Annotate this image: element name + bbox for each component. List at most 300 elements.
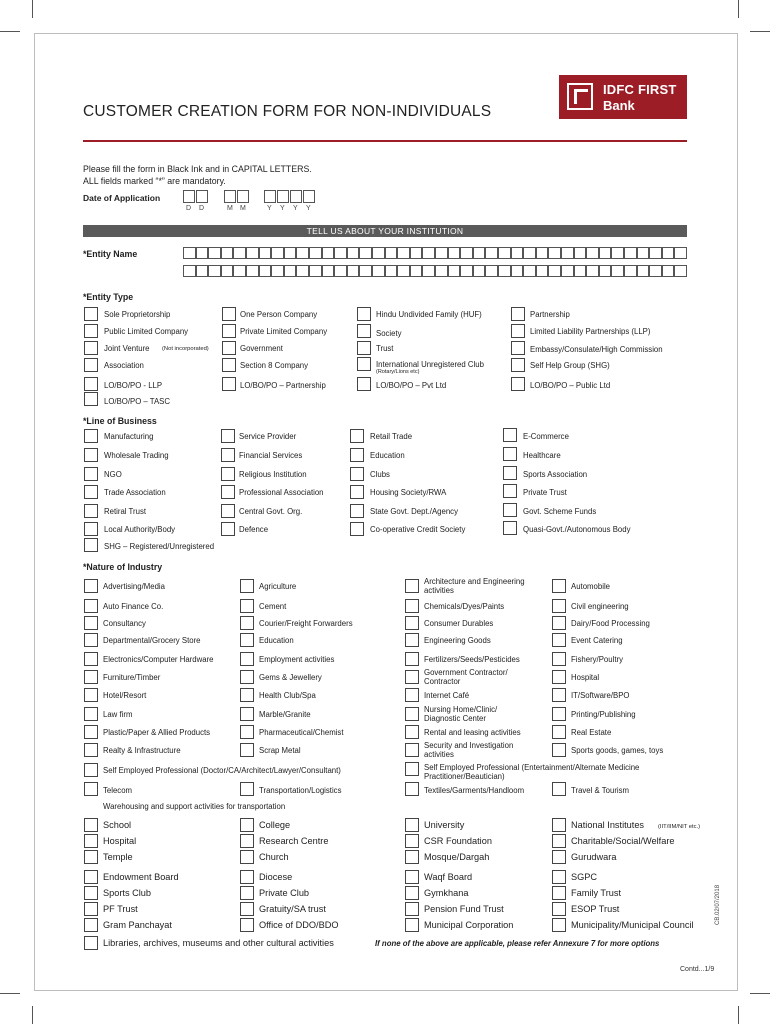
line-of-business-checkbox[interactable]	[84, 522, 98, 536]
entity-name-char-box[interactable]	[662, 247, 675, 259]
nature-of-industry-option-label: Advertising/Media	[103, 582, 165, 591]
institution-option-label: Church	[259, 852, 289, 862]
nature-of-industry-checkbox[interactable]	[240, 743, 254, 757]
institution-checkbox[interactable]	[405, 886, 419, 900]
entity-name-char-box[interactable]	[649, 247, 662, 259]
entity-name-char-box[interactable]	[548, 247, 561, 259]
entity-name-char-box[interactable]	[259, 247, 272, 259]
entity-name-char-box[interactable]	[611, 265, 624, 277]
crop-mark	[0, 993, 20, 994]
nature-of-industry-option-label: Consumer Durables	[424, 619, 494, 628]
line-of-business-checkbox[interactable]	[503, 521, 517, 535]
entity-type-checkbox[interactable]	[357, 377, 371, 391]
nature-of-industry-option-label: Nursing Home/Clinic/ Diagnostic Center	[424, 705, 498, 723]
title-divider	[83, 140, 687, 142]
date-digit-placeholder: D	[199, 205, 205, 212]
crop-mark	[32, 1006, 33, 1024]
joint-venture-note: (Not incorporated)	[162, 346, 209, 352]
line-of-business-checkbox[interactable]	[503, 447, 517, 461]
entity-name-char-box[interactable]	[511, 247, 524, 259]
institution-option-label: Gymkhana	[424, 888, 469, 898]
entity-name-char-box[interactable]	[574, 265, 587, 277]
entity-name-char-box[interactable]	[359, 247, 372, 259]
nature-of-industry-checkbox[interactable]	[405, 743, 419, 757]
page-footer: Contd...1/9	[680, 966, 715, 973]
nature-of-industry-checkbox[interactable]	[405, 670, 419, 684]
entity-name-char-box[interactable]	[637, 265, 650, 277]
entity-name-char-box[interactable]	[246, 265, 259, 277]
institution-checkbox[interactable]	[405, 818, 419, 832]
entity-name-char-box[interactable]	[599, 247, 612, 259]
nature-of-industry-checkbox[interactable]	[240, 633, 254, 647]
line-of-business-option-label: Manufacturing	[104, 432, 154, 441]
date-digit-box[interactable]	[303, 190, 315, 203]
entity-type-checkbox[interactable]	[222, 341, 236, 355]
institution-checkbox[interactable]	[84, 886, 98, 900]
entity-type-checkbox[interactable]	[511, 377, 525, 391]
nature-of-industry-checkbox[interactable]	[552, 707, 566, 721]
entity-name-char-box[interactable]	[422, 265, 435, 277]
entity-name-char-box[interactable]	[410, 247, 423, 259]
entity-type-option-label: Joint Venture	[104, 344, 150, 353]
entity-type-checkbox[interactable]	[357, 324, 371, 338]
nature-of-industry-checkbox[interactable]	[552, 579, 566, 593]
entity-name-char-box[interactable]	[511, 265, 524, 277]
entity-type-checkbox[interactable]	[84, 324, 98, 338]
institution-checkbox[interactable]	[552, 902, 566, 916]
institution-checkbox[interactable]	[240, 834, 254, 848]
nature-of-industry-checkbox[interactable]	[552, 616, 566, 630]
nature-of-industry-checkbox[interactable]	[405, 707, 419, 721]
institution-checkbox[interactable]	[84, 870, 98, 884]
crop-mark	[738, 0, 739, 18]
line-of-business-checkbox[interactable]	[350, 429, 364, 443]
nature-of-industry-checkbox[interactable]	[84, 579, 98, 593]
line-of-business-checkbox[interactable]	[84, 504, 98, 518]
entity-name-char-box[interactable]	[284, 247, 297, 259]
line-of-business-option-label: SHG – Registered/Unregistered	[104, 542, 215, 551]
nature-of-industry-option-label: Marble/Granite	[259, 710, 311, 719]
instruction-line2: ALL fields marked “*” are mandatory.	[83, 176, 226, 186]
line-of-business-checkbox[interactable]	[350, 467, 364, 481]
line-of-business-option-label: Professional Association	[239, 488, 324, 497]
line-of-business-label: *Line of Business	[83, 416, 157, 426]
institution-checkbox[interactable]	[240, 850, 254, 864]
institution-option-label: Sports Club	[103, 888, 152, 898]
date-digit-placeholder: M	[227, 205, 233, 212]
nature-of-industry-checkbox[interactable]	[405, 762, 419, 776]
entity-name-char-box[interactable]	[460, 247, 473, 259]
entity-name-char-box[interactable]	[448, 247, 461, 259]
entity-name-char-box[interactable]	[385, 265, 398, 277]
nature-of-industry-option-label: Automobile	[571, 582, 611, 591]
entity-name-char-box[interactable]	[385, 247, 398, 259]
nature-of-industry-option-label: Event Catering	[571, 636, 623, 645]
nature-of-industry-checkbox[interactable]	[405, 633, 419, 647]
nature-of-industry-option-label: Health Club/Spa	[259, 691, 316, 700]
entity-type-checkbox[interactable]	[357, 341, 371, 355]
entity-name-char-box[interactable]	[221, 247, 234, 259]
entity-name-char-box[interactable]	[536, 265, 549, 277]
date-digit-placeholder: D	[186, 205, 192, 212]
entity-type-checkbox[interactable]	[84, 358, 98, 372]
date-digit-box[interactable]	[264, 190, 276, 203]
nature-of-industry-option-label: Dairy/Food Processing	[571, 619, 650, 628]
nature-of-industry-checkbox[interactable]	[84, 782, 98, 796]
nature-of-industry-option-label: Fishery/Poultry	[571, 655, 623, 664]
nature-of-industry-option-label: Textiles/Garments/Handloom	[424, 786, 525, 795]
line-of-business-option-label: Clubs	[370, 470, 390, 479]
institution-checkbox[interactable]	[552, 818, 566, 832]
entity-name-char-box[interactable]	[662, 265, 675, 277]
nature-of-industry-checkbox[interactable]	[552, 652, 566, 666]
entity-type-checkbox[interactable]	[222, 324, 236, 338]
entity-name-label: *Entity Name	[83, 249, 138, 259]
institution-checkbox[interactable]	[84, 902, 98, 916]
entity-type-checkbox[interactable]	[222, 307, 236, 321]
nature-of-industry-option-label: Security and Investigation activities	[424, 741, 514, 759]
entity-type-checkbox[interactable]	[511, 324, 525, 338]
institution-checkbox[interactable]	[240, 886, 254, 900]
entity-type-option-label: Embassy/Consulate/High Commission	[530, 345, 663, 354]
line-of-business-option-label: Defence	[239, 525, 269, 534]
entity-name-char-box[interactable]	[422, 247, 435, 259]
nature-of-industry-checkbox[interactable]	[84, 652, 98, 666]
entity-type-checkbox[interactable]	[222, 358, 236, 372]
entity-name-char-box[interactable]	[372, 265, 385, 277]
entity-type-option-label: Partnership	[530, 310, 570, 319]
nature-of-industry-option-label: Engineering Goods	[424, 636, 491, 645]
entity-name-char-box[interactable]	[637, 247, 650, 259]
nature-of-industry-checkbox[interactable]	[84, 688, 98, 702]
entity-name-char-box[interactable]	[498, 247, 511, 259]
nature-of-industry-checkbox[interactable]	[405, 579, 419, 593]
crop-mark	[0, 31, 20, 32]
line-of-business-checkbox[interactable]	[84, 429, 98, 443]
institution-checkbox[interactable]	[84, 936, 98, 950]
entity-type-option-label: Hindu Undivided Family (HUF)	[376, 310, 482, 319]
entity-name-char-box[interactable]	[208, 247, 221, 259]
entity-name-char-box[interactable]	[435, 265, 448, 277]
nature-of-industry-option-label: Electronics/Computer Hardware	[103, 655, 214, 664]
bank-logo	[559, 75, 687, 119]
entity-name-char-box[interactable]	[674, 247, 687, 259]
entity-type-option-label: International Unregistered Club	[376, 360, 484, 369]
entity-type-checkbox[interactable]	[84, 392, 98, 406]
nature-of-industry-checkbox[interactable]	[405, 688, 419, 702]
nature-of-industry-checkbox[interactable]	[240, 579, 254, 593]
institution-option-label: Gratuity/SA trust	[259, 904, 326, 914]
institution-option-label: Gurudwara	[571, 852, 617, 862]
institution-checkbox[interactable]	[84, 818, 98, 832]
line-of-business-checkbox[interactable]	[221, 467, 235, 481]
line-of-business-checkbox[interactable]	[503, 503, 517, 517]
nature-of-industry-option-label: IT/Software/BPO	[571, 691, 630, 700]
entity-type-option-label: Society	[376, 329, 402, 338]
entity-type-checkbox[interactable]	[84, 341, 98, 355]
entity-name-char-box[interactable]	[183, 265, 196, 277]
institution-checkbox[interactable]	[84, 918, 98, 932]
line-of-business-checkbox[interactable]	[503, 484, 517, 498]
institution-checkbox[interactable]	[405, 918, 419, 932]
nature-of-industry-checkbox[interactable]	[84, 599, 98, 613]
nature-of-industry-checkbox[interactable]	[405, 652, 419, 666]
entity-name-char-box[interactable]	[397, 247, 410, 259]
entity-name-char-box[interactable]	[334, 247, 347, 259]
entity-name-char-box[interactable]	[397, 265, 410, 277]
entity-type-option-label: Trust	[376, 344, 394, 353]
entity-name-char-box[interactable]	[460, 265, 473, 277]
institution-checkbox[interactable]	[240, 870, 254, 884]
date-digit-placeholder: Y	[293, 205, 298, 212]
institution-option-label: School	[103, 820, 132, 830]
entity-name-char-box[interactable]	[322, 247, 335, 259]
date-digit-box[interactable]	[290, 190, 302, 203]
institution-option-label: Municipality/Municipal Council	[571, 920, 694, 930]
institution-option-label: Municipal Corporation	[424, 920, 514, 930]
nature-of-industry-checkbox[interactable]	[240, 688, 254, 702]
institution-option-label: PF Trust	[103, 904, 138, 914]
entity-name-char-box[interactable]	[372, 247, 385, 259]
entity-name-char-box[interactable]	[561, 265, 574, 277]
entity-type-option-label: Private Limited Company	[240, 327, 328, 336]
institution-checkbox[interactable]	[552, 870, 566, 884]
entity-name-char-box[interactable]	[473, 247, 486, 259]
entity-name-char-box[interactable]	[271, 265, 284, 277]
nature-of-industry-checkbox[interactable]	[240, 670, 254, 684]
entity-name-char-box[interactable]	[233, 247, 246, 259]
entity-name-char-box[interactable]	[536, 247, 549, 259]
institution-checkbox[interactable]	[84, 834, 98, 848]
entity-name-char-box[interactable]	[586, 247, 599, 259]
line-of-business-checkbox[interactable]	[221, 504, 235, 518]
entity-name-char-box[interactable]	[674, 265, 687, 277]
nature-of-industry-checkbox[interactable]	[405, 725, 419, 739]
institution-checkbox[interactable]	[552, 850, 566, 864]
entity-name-char-box[interactable]	[649, 265, 662, 277]
nature-of-industry-checkbox[interactable]	[240, 599, 254, 613]
line-of-business-option-label: State Govt. Dept./Agency	[370, 507, 458, 516]
line-of-business-option-label: Financial Services	[239, 451, 303, 460]
nature-of-industry-checkbox[interactable]	[552, 633, 566, 647]
entity-name-char-box[interactable]	[271, 247, 284, 259]
nature-of-industry-checkbox[interactable]	[84, 763, 98, 777]
entity-type-checkbox[interactable]	[511, 307, 525, 321]
entity-name-char-box[interactable]	[611, 247, 624, 259]
nature-of-industry-checkbox[interactable]	[405, 599, 419, 613]
club-note: (Rotary/Lions etc)	[376, 369, 420, 375]
instruction-line1: Please fill the form in Black Ink and in CAPITAL LETTERS.	[83, 164, 312, 174]
date-digit-box[interactable]	[237, 190, 249, 203]
entity-name-char-box[interactable]	[624, 247, 637, 259]
line-of-business-checkbox[interactable]	[84, 485, 98, 499]
entity-name-char-box[interactable]	[183, 247, 196, 259]
institution-checkbox[interactable]	[240, 918, 254, 932]
entity-type-option-label: Government	[240, 344, 283, 353]
date-digit-box[interactable]	[277, 190, 289, 203]
entity-type-checkbox[interactable]	[222, 377, 236, 391]
nature-of-industry-checkbox[interactable]	[240, 782, 254, 796]
nature-of-industry-option-label: Fertilizers/Seeds/Pesticides	[424, 655, 520, 664]
institution-option-label: College	[259, 820, 291, 830]
nature-of-industry-label: *Nature of Industry	[83, 562, 163, 572]
institution-checkbox[interactable]	[552, 886, 566, 900]
institution-option-label: SGPC	[571, 872, 598, 882]
logo-line2: Bank	[603, 98, 635, 113]
entity-name-char-box[interactable]	[196, 265, 209, 277]
line-of-business-checkbox[interactable]	[221, 448, 235, 462]
entity-name-char-box[interactable]	[498, 265, 511, 277]
date-digit-box[interactable]	[224, 190, 236, 203]
line-of-business-checkbox[interactable]	[221, 522, 235, 536]
line-of-business-checkbox[interactable]	[350, 448, 364, 462]
line-of-business-checkbox[interactable]	[221, 429, 235, 443]
form-title: CUSTOMER CREATION FORM FOR NON-INDIVIDUALS	[83, 103, 492, 120]
entity-name-char-box[interactable]	[259, 265, 272, 277]
crop-mark	[738, 1006, 739, 1024]
institution-checkbox[interactable]	[405, 870, 419, 884]
crop-mark	[32, 0, 33, 18]
nature-of-industry-option-label: Courier/Freight Forwarders	[259, 619, 353, 628]
entity-name-char-box[interactable]	[246, 247, 259, 259]
entity-name-char-box[interactable]	[435, 247, 448, 259]
date-digit-box[interactable]	[196, 190, 208, 203]
institution-option-label: Endowment Board	[103, 872, 179, 882]
entity-name-char-box[interactable]	[233, 265, 246, 277]
nature-of-industry-checkbox[interactable]	[240, 616, 254, 630]
nature-of-industry-checkbox[interactable]	[552, 599, 566, 613]
national-institutes-note: (IIT/IIM/NIT etc.)	[658, 824, 701, 830]
entity-name-char-box[interactable]	[221, 265, 234, 277]
institution-option-label: Family Trust	[571, 888, 622, 898]
line-of-business-checkbox[interactable]	[84, 538, 98, 552]
institution-checkbox[interactable]	[405, 834, 419, 848]
entity-name-char-box[interactable]	[523, 265, 536, 277]
date-digit-placeholder: Y	[267, 205, 272, 212]
nature-of-industry-checkbox[interactable]	[552, 725, 566, 739]
nature-of-industry-checkbox[interactable]	[84, 616, 98, 630]
logo-icon	[567, 83, 593, 110]
nature-of-industry-checkbox[interactable]	[405, 782, 419, 796]
entity-name-char-box[interactable]	[561, 247, 574, 259]
entity-name-char-box[interactable]	[347, 247, 360, 259]
entity-name-char-box[interactable]	[548, 265, 561, 277]
date-digit-placeholder: Y	[280, 205, 285, 212]
entity-type-checkbox[interactable]	[84, 307, 98, 321]
institution-checkbox[interactable]	[552, 834, 566, 848]
nature-of-industry-option-label: Plastic/Paper & Allied Products	[103, 728, 211, 737]
nature-of-industry-option-label: Realty & Infrastructure	[103, 746, 181, 755]
nature-of-industry-checkbox[interactable]	[552, 743, 566, 757]
line-of-business-checkbox[interactable]	[84, 467, 98, 481]
nature-of-industry-checkbox[interactable]	[552, 688, 566, 702]
entity-name-char-box[interactable]	[473, 265, 486, 277]
line-of-business-checkbox[interactable]	[221, 485, 235, 499]
entity-name-char-box[interactable]	[309, 265, 322, 277]
institution-checkbox[interactable]	[240, 902, 254, 916]
entity-name-char-box[interactable]	[284, 265, 297, 277]
entity-name-char-box[interactable]	[586, 265, 599, 277]
institution-checkbox[interactable]	[552, 918, 566, 932]
date-digit-placeholder: Y	[306, 205, 311, 212]
nature-of-industry-option-label: Auto Finance Co.	[103, 602, 164, 611]
nature-of-industry-checkbox[interactable]	[84, 725, 98, 739]
nature-of-industry-option-label: Furniture/Timber	[103, 673, 161, 682]
nature-of-industry-checkbox[interactable]	[405, 616, 419, 630]
entity-name-char-box[interactable]	[523, 247, 536, 259]
nature-of-industry-option-label: Travel & Tourism	[571, 786, 630, 795]
institution-checkbox[interactable]	[405, 850, 419, 864]
entity-name-char-box[interactable]	[485, 247, 498, 259]
entity-type-option-label: One Person Company	[240, 310, 318, 319]
nature-of-industry-checkbox[interactable]	[240, 707, 254, 721]
entity-type-checkbox[interactable]	[357, 357, 371, 371]
nature-of-industry-checkbox[interactable]	[84, 633, 98, 647]
entity-name-char-box[interactable]	[359, 265, 372, 277]
entity-name-char-box[interactable]	[347, 265, 360, 277]
institution-option-label: Libraries, archives, museums and other cultural activities	[103, 938, 334, 948]
nature-of-industry-checkbox[interactable]	[240, 652, 254, 666]
entity-name-char-box[interactable]	[574, 247, 587, 259]
entity-name-char-box[interactable]	[485, 265, 498, 277]
institution-checkbox[interactable]	[240, 818, 254, 832]
nature-of-industry-checkbox[interactable]	[84, 707, 98, 721]
entity-name-char-box[interactable]	[410, 265, 423, 277]
nature-of-industry-checkbox[interactable]	[84, 743, 98, 757]
entity-name-char-box[interactable]	[334, 265, 347, 277]
institution-checkbox[interactable]	[84, 850, 98, 864]
nature-of-industry-checkbox[interactable]	[84, 670, 98, 684]
entity-type-option-label: LO/BO/PO - LLP	[104, 381, 163, 390]
line-of-business-checkbox[interactable]	[84, 448, 98, 462]
date-digit-box[interactable]	[183, 190, 195, 203]
entity-type-checkbox[interactable]	[84, 377, 98, 391]
line-of-business-checkbox[interactable]	[350, 522, 364, 536]
version-code: CB.02/07/2018	[715, 884, 721, 925]
line-of-business-checkbox[interactable]	[503, 466, 517, 480]
nature-of-industry-checkbox[interactable]	[552, 670, 566, 684]
institution-option-label: Office of DDO/BDO	[259, 920, 339, 930]
entity-name-char-box[interactable]	[599, 265, 612, 277]
institution-option-label: University	[424, 820, 465, 830]
entity-name-char-box[interactable]	[624, 265, 637, 277]
institution-checkbox[interactable]	[405, 902, 419, 916]
entity-type-option-label: LO/BO/PO – Partnership	[240, 381, 326, 390]
line-of-business-option-label: Retail Trade	[370, 432, 413, 441]
nature-of-industry-option-label: Internet Café	[424, 691, 470, 700]
nature-of-industry-checkbox[interactable]	[240, 725, 254, 739]
entity-name-char-box[interactable]	[296, 247, 309, 259]
institution-option-label: Mosque/Dargah	[424, 852, 490, 862]
entity-name-char-box[interactable]	[208, 265, 221, 277]
entity-name-char-box[interactable]	[322, 265, 335, 277]
entity-name-char-box[interactable]	[296, 265, 309, 277]
nature-of-industry-option-label: Sports goods, games, toys	[571, 746, 664, 755]
crop-mark	[750, 993, 770, 994]
entity-type-checkbox[interactable]	[511, 358, 525, 372]
line-of-business-checkbox[interactable]	[503, 428, 517, 442]
entity-type-checkbox[interactable]	[511, 341, 525, 355]
entity-name-char-box[interactable]	[196, 247, 209, 259]
entity-name-char-box[interactable]	[448, 265, 461, 277]
entity-type-checkbox[interactable]	[357, 307, 371, 321]
entity-name-char-box[interactable]	[309, 247, 322, 259]
nature-of-industry-checkbox[interactable]	[552, 782, 566, 796]
section-banner: TELL US ABOUT YOUR INSTITUTION	[83, 225, 687, 237]
line-of-business-checkbox[interactable]	[350, 504, 364, 518]
nature-of-industry-option-label: Consultancy	[103, 619, 146, 628]
line-of-business-checkbox[interactable]	[350, 485, 364, 499]
